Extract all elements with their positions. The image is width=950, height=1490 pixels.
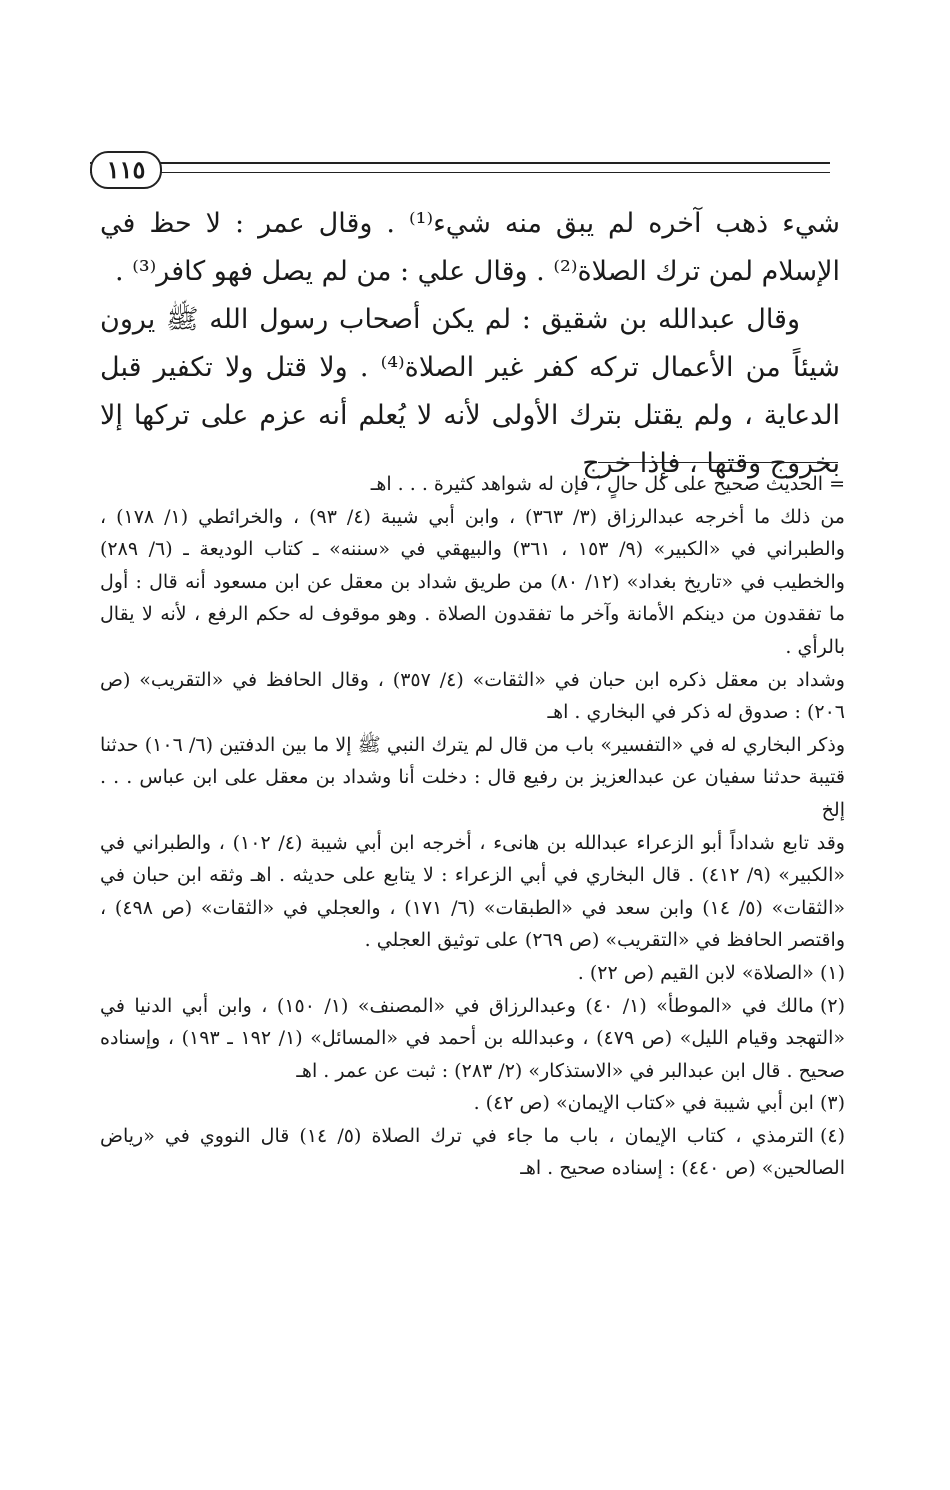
- footnote-3: [100, 1087, 845, 1120]
- footnote-number: (٤): [819, 1124, 845, 1147]
- footnote-continuation-5: وقد تابع شداداً أبو الزعراء عبدالله بن هانىء ، أخرجه ابن أبي شيبة (٤/ ١٠٢) ، والطبراني في «الكبير» (٩/ ٤١٢) . قال البخاري في أبي الزعراء : لا يتابع على حديثه . اهـ وثقه ابن حبان في «الثقات» (٥/ ١٤) وابن سعد في «الطبقات» (٦/ ١٧١) ، والعجلي في «الثقات» (ص ٤٩٨) ، واقتصر الحافظ في «التقريب» (ص ٢٦٩) على توثيق العجلي .: [100, 831, 845, 952]
- footnote-1: [100, 957, 845, 990]
- footnotes: [100, 468, 845, 1185]
- footnote-continuation-4: وذكر البخاري له في «التفسير» باب من قال لم يترك النبي ﷺ إلا ما بين الدفتين (٦/ ١٠٦) حدثنا قتيبة حدثنا سفيان عن عبدالعزيز بن رفيع قال : دخلت أنا وشداد بن معقل على ابن عباس . . . إلخ: [100, 733, 845, 821]
- main-paragraph-1: شيء ذهب آخره لم يبق منه شيء⁽¹⁾ . وقال عمر : لا حظ في الإسلام لمن ترك الصلاة⁽²⁾ . وقال علي : من لم يصل فهو كافر⁽³⁾ .: [100, 208, 840, 287]
- footnote-number: (١): [819, 961, 845, 984]
- page-number: ١١٥: [90, 151, 162, 189]
- main-paragraph-2: وقال عبدالله بن شقيق : لم يكن أصحاب رسول الله ﷺ يرون شيئاً من الأعمال تركه كفر غير الصلاة⁽⁴⁾ . ولا قتل ولا تكفير قبل الدعاية ، ولم يقتل بترك الأولى لأنه لا يُعلم أنه عزم على تركها إلا بخروج وقتها ، فإذا خرج: [100, 304, 841, 479]
- footnote-continuation-3: وشداد بن معقل ذكره ابن حبان في «الثقات» (٤/ ٣٥٧) ، وقال الحافظ في «التقريب» (ص ٢٠٦) : صدوق له ذكر في البخاري . اهـ: [100, 668, 845, 724]
- footnote-text: الترمذي ، كتاب الإيمان ، باب ما جاء في ترك الصلاة (٥/ ١٤) قال النووي في «رياض الصالحين» (ص ٤٤٠) : إسناده صحيح . اهـ: [100, 1124, 845, 1180]
- footnote-4: [100, 1120, 845, 1185]
- footnote-2: [100, 990, 845, 1088]
- footnote-number: (٣): [819, 1092, 845, 1115]
- footnote-continuation-1: = الحديث صحيح على كل حالٍ ، فإن له شواهد كثيرة . . . اهـ: [370, 473, 845, 495]
- footnote-continuation-2: من ذلك ما أخرجه عبدالرزاق (٣/ ٣٦٣) ، وابن أبي شيبة (٤/ ٩٣) ، والخرائطي (١/ ١٧٨) ، والطبراني في «الكبير» (٩/ ١٥٣ ، ٣٦١) والبيهقي في «سننه» ـ كتاب الوديعة ـ (٦/ ٢٨٩) والخطيب في «تاريخ بغداد» (١٢/ ٨٠) من طريق شداد بن معقل عن ابن مسعود أنه قال : أول ما تفقدون من دينكم الأمانة وآخر ما تفقدون الصلاة . وهو موقوف له حكم الرفع ، لأنه لا يقال بالرأي .: [100, 505, 845, 658]
- footnote-text: «الصلاة» لابن القيم (ص ٢٢) .: [577, 961, 814, 984]
- footnote-separator: [598, 462, 838, 463]
- footnote-number: (٢): [819, 994, 845, 1017]
- main-text: [100, 200, 840, 488]
- footnote-text: مالك في «الموطأ» (١/ ٤٠) وعبدالرزاق في «المصنف» (١/ ١٥٠) ، وابن أبي الدنيا في «التهجد وقيام الليل» (ص ٤٧٩) ، وعبدالله بن أحمد في «المسائل» (١/ ١٩٢ ـ ١٩٣) ، وإسناده صحيح . قال ابن عبدالبر في «الاستذكار» (٢/ ٢٨٣) : ثبت عن عمر . اهـ: [100, 994, 845, 1082]
- footnote-text: ابن أبي شيبة في «كتاب الإيمان» (ص ٤٢) .: [473, 1092, 814, 1115]
- header-rule: [90, 162, 830, 173]
